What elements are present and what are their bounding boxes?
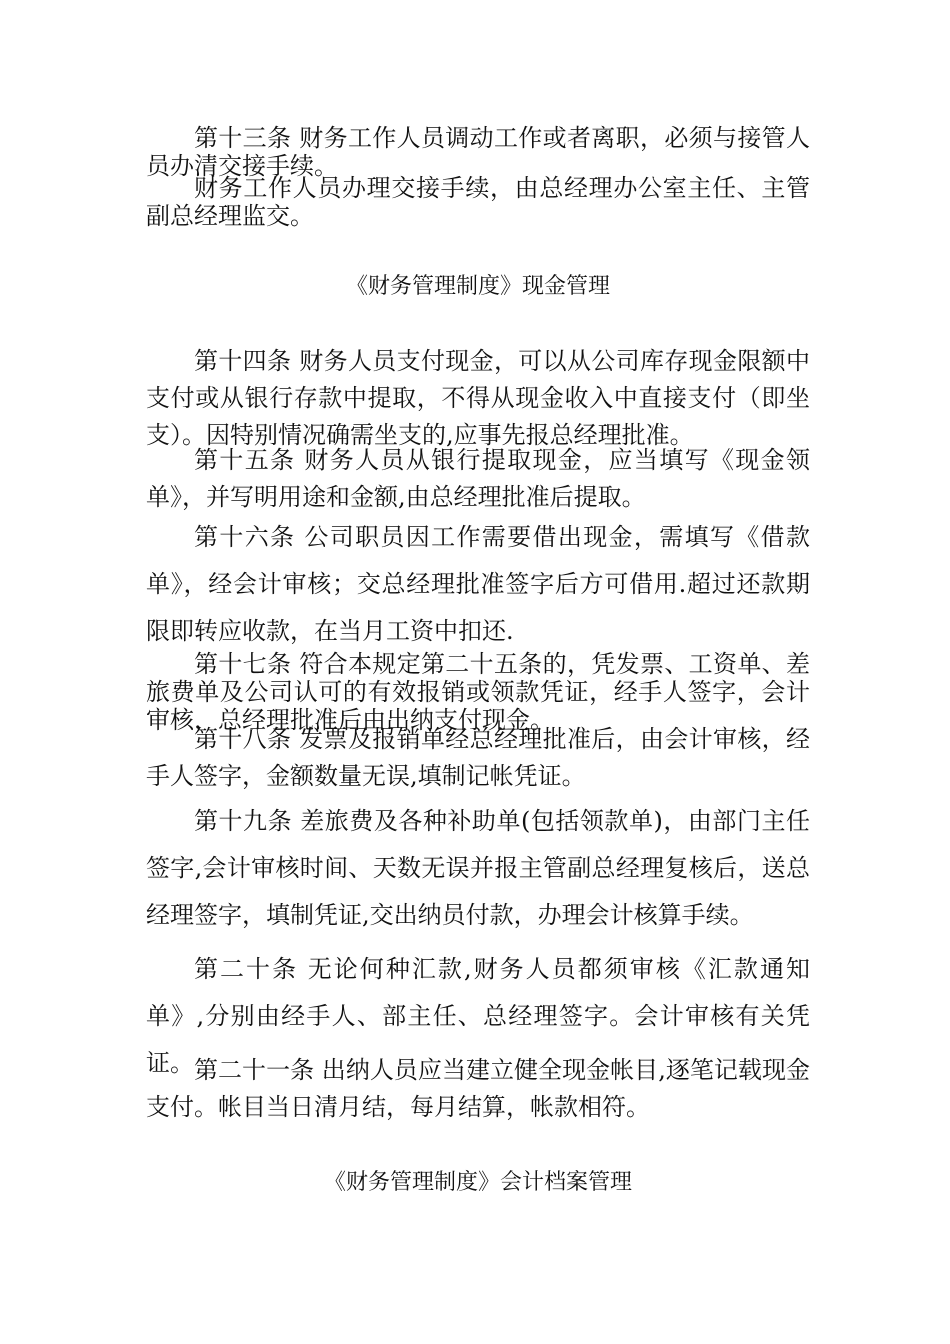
article-18-paragraph: 第十八条 发票及报销单经总经理批准后，由会计审核，经手人签字，金额数量无误,填制记帐凭证。 (146, 725, 810, 790)
article-19-paragraph: 第十九条 差旅费及各种补助单(包括领款单)，由部门主任签字,会计审核时间、天数无误并报主管副总经理复核后，送总经理签字，填制凭证,交出纳员付款，办理会计核算手续。 (146, 807, 810, 929)
article-20-paragraph: 第二十条 无论何种汇款,财务人员都须审核《汇款通知单》,分别由经手人、部主任、总经理签字。会计审核有关凭证。 (146, 955, 810, 1077)
section-heading-accounting-archives: 《财务管理制度》会计档案管理 (323, 1170, 632, 1195)
article-15-paragraph: 第十五条 财务人员从银行提取现金，应当填写《现金领单》，并写明用途和金额,由总经理批准后提取。 (146, 446, 810, 511)
article-16-paragraph: 第十六条 公司职员因工作需要借出现金，需填写《借款单》，经会计审核；交总经理批准签字后方可借用.超过还款期限即转应收款，在当月工资中扣还. (146, 523, 810, 645)
handover-supervision-paragraph: 财务工作人员办理交接手续，由总经理办公室主任、主管副总经理监交。 (146, 174, 810, 230)
article-13-paragraph: 第十三条 财务工作人员调动工作或者离职，必须与接管人员办清交接手续。 (146, 124, 810, 180)
article-17-paragraph: 第十七条 符合本规定第二十五条的，凭发票、工资单、差旅费单及公司认可的有效报销或领款凭证，经手人签字，会计审核，总经理批准后由出纳支付现金。 (146, 650, 810, 734)
article-14-paragraph: 第十四条 财务人员支付现金，可以从公司库存现金限额中支付或从银行存款中提取，不得从现金收入中直接支付（即坐支）。因特别情况确需坐支的,应事先报总经理批准。 (146, 347, 810, 449)
section-heading-cash-management: 《财务管理制度》现金管理 (345, 274, 610, 299)
article-21-paragraph: 第二十一条 出纳人员应当建立健全现金帐目,逐笔记载现金支付。帐目当日清月结，每月结算，帐款相符。 (146, 1056, 810, 1121)
